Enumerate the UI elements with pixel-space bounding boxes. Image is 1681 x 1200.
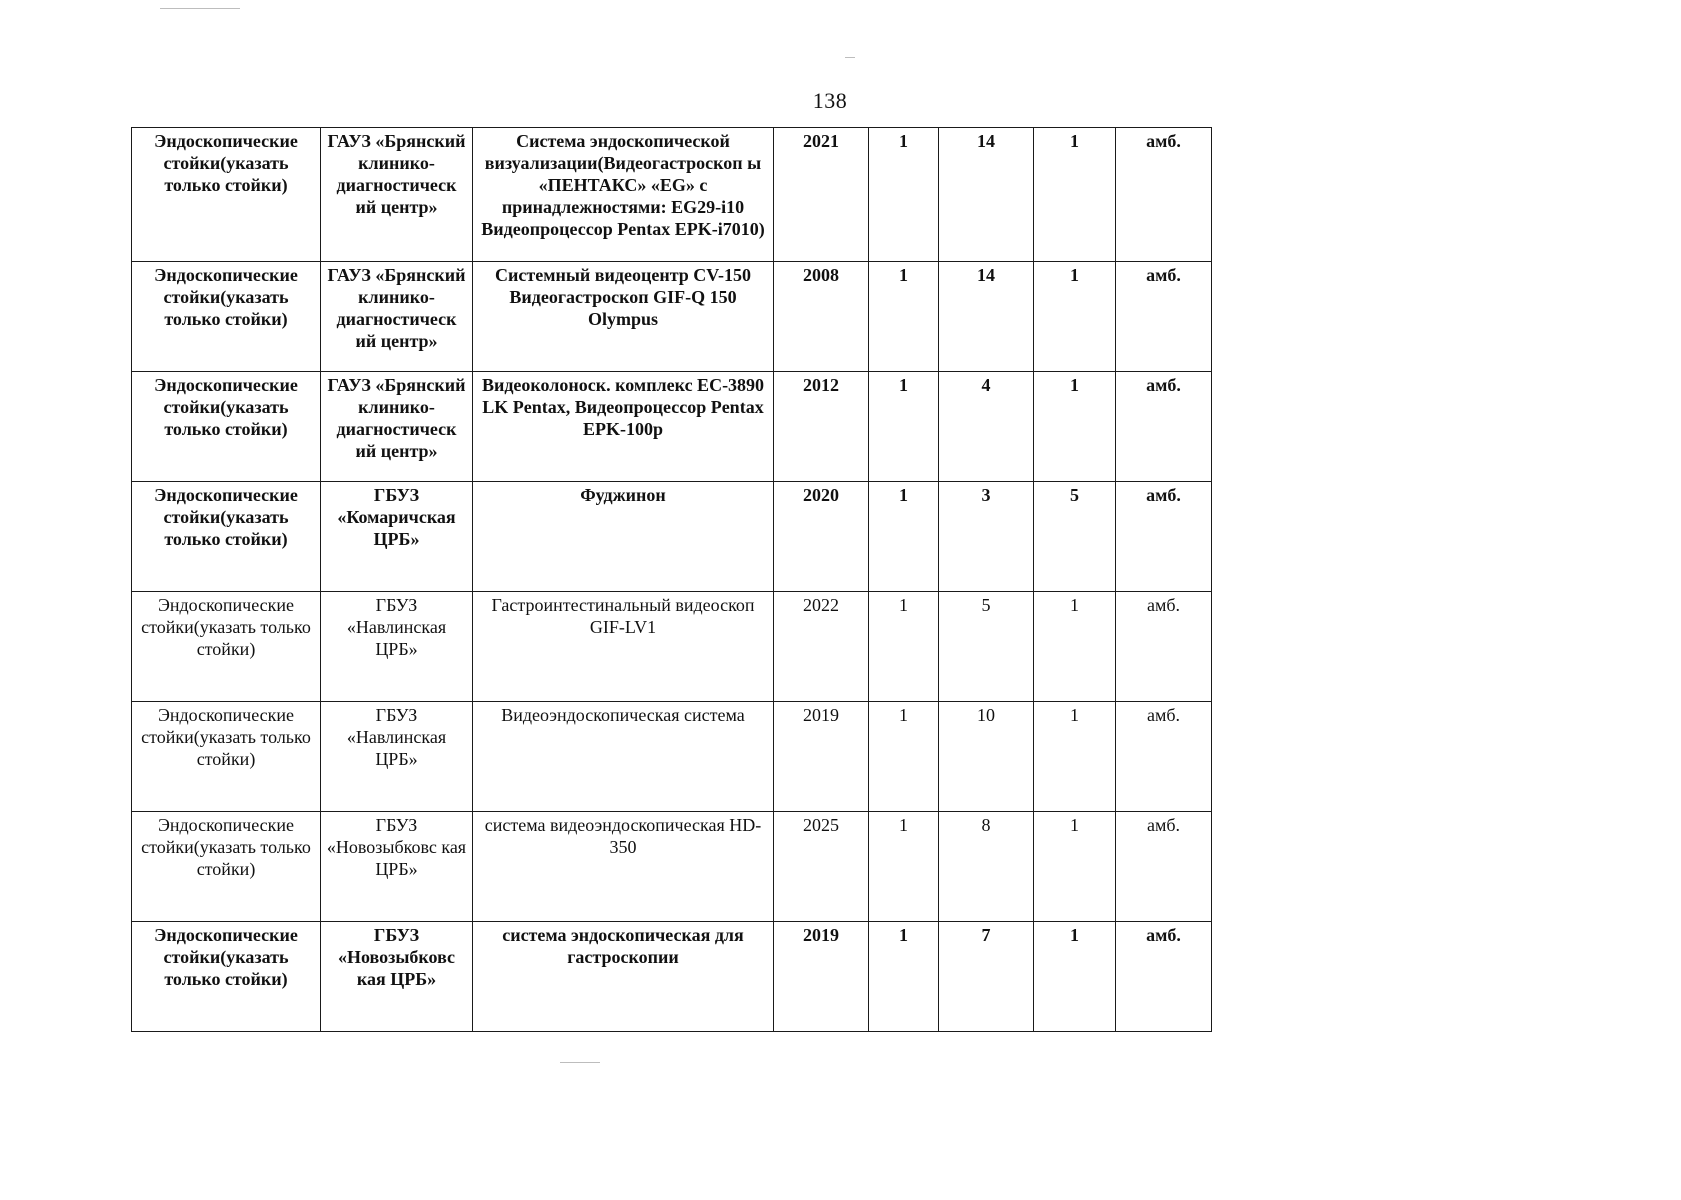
quantity-cell: 1	[869, 262, 939, 372]
year-cell: 2020	[774, 482, 869, 592]
age-cell: 4	[939, 372, 1034, 482]
count-cell: 1	[1034, 812, 1116, 922]
mode-cell: амб.	[1116, 592, 1212, 702]
table-row	[132, 128, 1212, 262]
equipment-type-cell: Эндоскопические стойки(указать только стойки)	[132, 372, 321, 482]
mode-cell: амб.	[1116, 262, 1212, 372]
age-cell: 7	[939, 922, 1034, 1032]
organization-cell: ГАУЗ «Брянский клинико-диагностическ ий центр»	[321, 372, 473, 482]
age-cell: 5	[939, 592, 1034, 702]
page-number: 138	[812, 88, 848, 113]
year-cell: 2012	[774, 372, 869, 482]
quantity-cell: 1	[869, 702, 939, 812]
table-row	[132, 702, 1212, 812]
scan-artifact	[560, 1062, 600, 1063]
table-row	[132, 262, 1212, 372]
equipment-type-cell: Эндоскопические стойки(указать только стойки)	[132, 482, 321, 592]
equipment-name-cell: Система эндоскопической визуализации(Видеогастроскоп ы «ПЕНТАКС» «EG» с принадлежностями: EG29-i10 Видеопроцессор Pentax EPK-i7010)	[473, 128, 774, 262]
mode-cell: амб.	[1116, 702, 1212, 812]
equipment-name-cell: Видеоколоноск. комплекс EC-3890 LK Pentax, Видеопроцессор Pentax EPK-100p	[473, 372, 774, 482]
scan-artifact	[160, 8, 240, 9]
mode-cell: амб.	[1116, 482, 1212, 592]
count-cell: 1	[1034, 262, 1116, 372]
age-cell: 14	[939, 262, 1034, 372]
equipment-name-cell: Фуджинон	[473, 482, 774, 592]
quantity-cell: 1	[869, 922, 939, 1032]
year-cell: 2025	[774, 812, 869, 922]
age-cell: 14	[939, 128, 1034, 262]
table-body	[132, 128, 1212, 1032]
equipment-type-cell: Эндоскопические стойки(указать только стойки)	[132, 262, 321, 372]
table-row	[132, 482, 1212, 592]
organization-cell: ГБУЗ «Новозыбковс кая ЦРБ»	[321, 812, 473, 922]
year-cell: 2019	[774, 922, 869, 1032]
age-cell: 8	[939, 812, 1034, 922]
count-cell: 1	[1034, 128, 1116, 262]
year-cell: 2019	[774, 702, 869, 812]
equipment-name-cell: Гастроинтестинальный видеоскоп GIF-LV1	[473, 592, 774, 702]
organization-cell: ГБУЗ «Навлинская ЦРБ»	[321, 702, 473, 812]
organization-cell: ГАУЗ «Брянский клинико-диагностическ ий центр»	[321, 262, 473, 372]
mode-cell: амб.	[1116, 128, 1212, 262]
equipment-type-cell: Эндоскопические стойки(указать только стойки)	[132, 592, 321, 702]
quantity-cell: 1	[869, 812, 939, 922]
equipment-table	[131, 127, 1212, 1032]
organization-cell: ГБУЗ «Комаричская ЦРБ»	[321, 482, 473, 592]
count-cell: 1	[1034, 702, 1116, 812]
mode-cell: амб.	[1116, 372, 1212, 482]
equipment-type-cell: Эндоскопические стойки(указать только стойки)	[132, 128, 321, 262]
equipment-type-cell: Эндоскопические стойки(указать только стойки)	[132, 702, 321, 812]
quantity-cell: 1	[869, 128, 939, 262]
equipment-type-cell: Эндоскопические стойки(указать только стойки)	[132, 922, 321, 1032]
age-cell: 10	[939, 702, 1034, 812]
table-row	[132, 812, 1212, 922]
equipment-name-cell: Системный видеоцентр CV-150 Видеогастроскоп GIF-Q 150 Olympus	[473, 262, 774, 372]
organization-cell: ГАУЗ «Брянский клинико-диагностическ ий центр»	[321, 128, 473, 262]
mode-cell: амб.	[1116, 922, 1212, 1032]
year-cell: 2008	[774, 262, 869, 372]
equipment-name-cell: система эндоскопическая для гастроскопии	[473, 922, 774, 1032]
count-cell: 1	[1034, 372, 1116, 482]
organization-cell: ГБУЗ «Навлинская ЦРБ»	[321, 592, 473, 702]
count-cell: 1	[1034, 922, 1116, 1032]
organization-cell: ГБУЗ «Новозыбковс кая ЦРБ»	[321, 922, 473, 1032]
equipment-type-cell: Эндоскопические стойки(указать только стойки)	[132, 812, 321, 922]
table-row	[132, 592, 1212, 702]
quantity-cell: 1	[869, 372, 939, 482]
quantity-cell: 1	[869, 482, 939, 592]
table-row	[132, 922, 1212, 1032]
equipment-name-cell: система видеоэндоскопическая HD-350	[473, 812, 774, 922]
mode-cell: амб.	[1116, 812, 1212, 922]
quantity-cell: 1	[869, 592, 939, 702]
table-row	[132, 372, 1212, 482]
equipment-name-cell: Видеоэндоскопическая система	[473, 702, 774, 812]
age-cell: 3	[939, 482, 1034, 592]
year-cell: 2021	[774, 128, 869, 262]
count-cell: 5	[1034, 482, 1116, 592]
scan-artifact	[845, 57, 855, 58]
count-cell: 1	[1034, 592, 1116, 702]
year-cell: 2022	[774, 592, 869, 702]
